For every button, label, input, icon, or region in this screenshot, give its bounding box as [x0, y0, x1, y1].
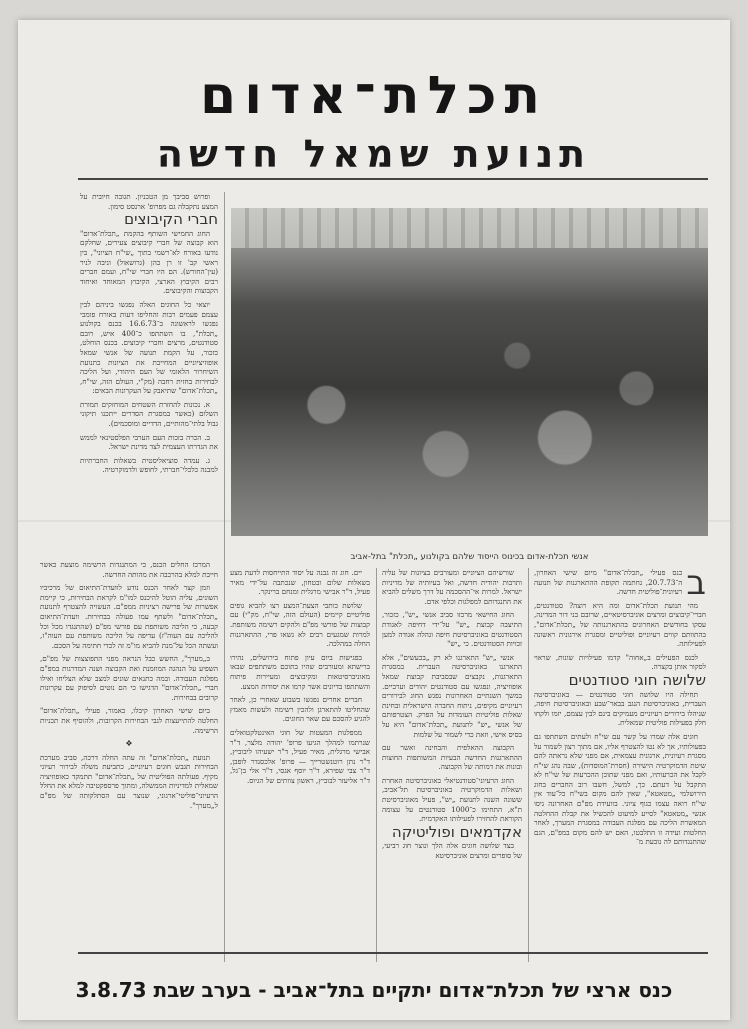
- left-paragraph: א. נכונות להחזרת השטחים המוחזקים תמורת השלום (כאשר במסגרת הסדרים ייתכנו תיקוני גבול בלתי־מהותיים, הדדיים ומוסכמים).: [80, 399, 218, 429]
- left-closing: תנועת „תכלת־אדום" זה עתה החלה דרכה, סביב מערכת הבחירות תגבש חוגים רעיוניים, כתביעת משלה לבירור רעיוני מקיף. פעולתה הפוליטית של „תכלת־אדום" תתמקד כאופוזיציה שמאלית למדיניות הממשלה, ומתוך פרספקטיבה למלא את החלל הרעיוני־פוליטי־ארגוני, שנוצר עם הסתלקותה של מפ"ם ל„מערך".: [40, 752, 218, 810]
- photo-crowd: [231, 208, 708, 536]
- right-body: תחילה היו שלושה חוגי סטודנטים — באוניברסיטה העברית, באוניברסיטת הנגב בבאר־שבע ובאוניברסיטת חיפה, שניהלו בירורים רעיוניים מעמיקים בינם לבין עצמם, יזמו ולקחו חלק בפעילות פוליטית שמאלית.: [534, 689, 706, 728]
- middle-column: [230, 568, 370, 789]
- dropcap: ב: [686, 563, 706, 603]
- middle-paragraph: שלושת כותבי הצעת־המצע רצו להביא גופים פוליטיים קיימים (העולם הזה, שי"ח, מק"י) עם קבוצות של פורשי מפ"ם ולהקים רשימה משותפת. למרות שמגעים רבים לא נשאו פרי, ההתארגנות החלה במהלכה.: [230, 600, 370, 649]
- right-paragraph: מהי תנועת תכלת־אדום ומה היא רוצה? סטודנטים, חברי־קיבוצים ומרצים אוניברסיטאיים, שרובם בני דור המדינה, עסקו בחודשים האחרונים בהתארגנותה של „תכלת־אדום", בהתוותם קווים רעיוניים ופוליטיים ומסגרת אירגונית ראשונה לפעילותה.: [534, 600, 706, 649]
- right-body: חוגים אלה שמרו על קשר עם שי"ח ולעתים השתתפו גם בפעולותיו, אך לא נטו להצטרף אליו, אם מתוך רצון לשמור על מסגרת רעיונית, ארגונית עצמאית, אם מפני שלא נראתה להם שיטת הדמוקרטיה הישירה (חסרת־המוסדות), שבה נהג שי"ח לקבל את הכרעותיו, ואם מפני שתוכן ההכרעות של שי"ח לא התקבל על דעתם. כך, למשל, חשבו רוב החברים בחוג הירושלמי „מטאטא", שאין להם מקום בשי"ח כל־עוד אין שי"ח רואה עצמו כגוף ציוני. בוועידת מפ"ם האחרונה ניסו אנשי „מטאטא" לסייע למיעוט להכשיל את קבלת ההחלטה המאשרת הליכה עם מפלגת העבודה במסגרת המערך, לאחר החלטות ועידה זו התלבטו, האם יש להם מקום במפ"ם, הגם שהתנגדותם לה נובעת מ־: [534, 731, 706, 847]
- left-paragraph: ג. עמדה סוציאליסטית בשאלות החברתיות למבנה כלכלי־חברתי, לחופש ולדמוקרטיה.: [80, 455, 218, 475]
- photo-caption: אנשי תכלת-אדום בכינוס הייסוד שלהם בקולנוע „תכלת" בתל-אביב: [350, 552, 589, 562]
- right-column: [534, 563, 706, 851]
- middle-paragraph: ממפלגות המעטות של חוגי האינטלקטואלים שנרתמו למהלך הגיעו פרופ' יהודה מלצר, ד"ר אבישי מרגלית, מאיר פעיל, ד"ר ישעיהו ליבוביץ, ד"ר נתן רוטנשטרייך — פרופ' אלכסנדר לופבן, ד"ר צבי שפירא, ד"ר יוסף אגסי, ד"ר אלי בן־גל, ד"ר אליעזר לבוביץ, ראשון צוותים של הגיוס.: [230, 727, 370, 785]
- center-paragraph: החוג הרעיוני־סטודנטיאלי באוניברסיטה האחרת ושאלות הדמוקרטיה באוניברסיטת תל־אביב, ששונה השנה לתנועת „יש", פעיל מאוניברסיטת ת"א, התחימו כ־1000 סטודנטים על עצומה הקוראת להחזירו לפעילותו האקדמית.: [382, 775, 522, 824]
- center-paragraph: הקבוצה ההאלפית והבחינה ואשר עם ההתארגנות החדשה הבעיות המשותפות החוצות ובונות את דמותה של הקבוצה.: [382, 743, 522, 772]
- left-paragraph: החוג החמישי השותף בהקמת „תכלת־אדום" הוא קבוצה של חברי קיבוצים צעירים, שחלקם נודעו באורח לא־רשמי בתוך „שי"ח הציוני", בין ראשי קב' זו רן כהן (גרושאול) וניבה לניר (עין־החורש). הם היו חברי שי"ח, ועמם חברים רבים הקיבוץ הארצי, הקיבוץ המאוחד ואיחוד הקבוצות והקיבוצים.: [80, 228, 218, 296]
- middle-paragraph: בפגישות ביום עיון פתוח בירושלים, נהירו ברישתא ומעורבים שהיו בתוכם משתתפים שבאו מאוניברסיטאות ומקיבוצים ומעיירות פיתוח והשתתפו בדיונים אשר קרמו את יסודות המצע.: [230, 652, 370, 691]
- center-paragraph: החוג החישאי מרכזו סביב אנשי „יש", כזכור, התיצבה קבוצת „יש" על־ידי דחיפה לאגודת הסטודנטים באוניברסיטת חיפה ונהלה אגודה למען זכויות הסטודנטים. כי „יש": [382, 610, 522, 649]
- left-paragraph: ב. הכרה בזכות העם הערבי הפלסטינאי לממש את הגדרתו העצמית לצד מדינת ישראל.: [80, 432, 218, 452]
- right-paragraph: לכנס הפעילים ב„אחוה" קדמו פעילויות שונות, שראוי לסקור אותן בקצרה.: [534, 652, 706, 672]
- separator-ornament: ❖: [125, 739, 133, 749]
- middle-paragraph: יים. חוג זה גבנה על יסוד התייחסות לדעת מצע בשאלות שלום ובטחון, שנכתבה על־ידי מאיר פעיל, ד"ר אבישי מרגלית ומנחם ברינקר.: [230, 568, 370, 597]
- right-intro: כנס פעילי „תכלת־אדום" מיום שישי האחרון, ה־20.7.73, נחתמה תקופת ההתארגנות של תנועה רעיונית־פוליטית חדשה.: [534, 568, 683, 597]
- left-lower-column: [40, 560, 218, 814]
- masthead-rule: [78, 178, 708, 180]
- center-closing: בצד שלושה חוגים אלה הלך ונוצר חוג רביעי, של סופרים ומרצים אוניברסיטא: [382, 841, 522, 861]
- left-intro: ופרוש סביבך מן הטכניון. תגובה חיובית על המצע נתקבלה גם מפרופ' ארנסט סימון.: [80, 192, 218, 211]
- masthead-subtitle: תנועת שמאל חדשה: [156, 132, 592, 176]
- footer-rule: [78, 952, 708, 954]
- masthead-title: תכלת־אדום: [199, 66, 549, 126]
- center-paragraph: שורשיהם הציוניים ומעורבים בציונות של עליה ותרבות יהודית חדשה, ואל בעיותיה של מדיניות ישראל. למרות אי־ההסכמה על דרך משלים להביא את התנגדותם למפלגות וכלפי אדם.: [382, 568, 522, 606]
- center-heading: אקדמאים ופוליטיקה: [391, 822, 522, 841]
- column-divider: [376, 568, 377, 962]
- middle-paragraph: חברים אחרים נפגשו בשבוע שאחרי כן, לאחר שהחליטו להתארגן ולהכין רשימה ולעשות מאמץ להגיע להסכם עם שאר החוגים.: [230, 695, 370, 724]
- assembly-photo: [231, 208, 708, 536]
- center-paragraph: אנשי „יש" התארגנו לא רק „בכעשים", אלא התארגנו באוניברסיטה העברית. במסגרת התארגנות, נקבצים שבסביבת קבוצת שמאל אופוזיציה, ונפגשו עם סטודנטים יהודים וערביים. במשך השנתיים האחרונות נפגש החוג לבירורים רעיוניים מקיפים, ניתוח החברה הישראלית ובחינת שאלות פוליטיות העומדות על הפרק. הצטרפותם של אנשי „יש" לתנועת „תכלת־אדום" היא על בסיס אישי, וזאת כדי לשמור על שלמות: [382, 652, 522, 739]
- left-heading: חברי הקיבוצים: [124, 210, 218, 229]
- center-column: [382, 568, 522, 865]
- left-paragraph: ב„מערך", החשש כבל הנראה מפני התפוצצות של מפ"ם, השפיע על הנהגה המוזמנת ואת הקבוצה ושנה המדרגות במפ"ם מפלגת העבודה. ובמה כתנאים שונים למצב שלא הצליחו ואילו חברי „תכלת־אדום" הדגישו כי הם נוטים לסיפוק עם עקרונות קרובים בבחירות.: [40, 654, 218, 702]
- column-divider: [224, 192, 225, 962]
- left-paragraph: המרכז החלים הכנס, כי המתנגדות הרשימה מוצעת כאשר חייבת למלא בהרכבה את מהותה החדשה.: [40, 560, 218, 579]
- left-paragraph: יוצאי כל החוגים האלה נפגשו ביניהם לבין עצמם פעמים רבות והחליפו דעות באורח פומבי נפגשו לראשונה ב־16.6.73 בכנס בקולנוע „תכלת", בו השתתפו כ־400 איש, רובם סטודנטים, מרצים וחברי קיבוצים. בכנס הוחלט, כזכור, על הקמת תנועה של אנשי שמאל אופוזיציוניים המחייבת את הציונות כתנועת השיחרור הלאומי של העם היהודי, ועל הליכה לבחירות בחזית רחבה (מק"י, העולם הזה, שי"ח, „תכלת־אדום" שתיאבק על העקרונות הבאים:: [80, 299, 218, 396]
- left-paragraph: ביום שישי האחרון קיבלו, כאמור, פעילי „תכלת־אדום" החלטה להתייעצות לגבי הבחירות הקרובות, ולהוסיף את תכניות הרשימה.: [40, 706, 218, 735]
- newspaper-page: [18, 20, 730, 1020]
- column-divider: [528, 568, 529, 962]
- footer-announcement: כנס ארצי של תכלת־אדום יתקיים בתל־אביב - בערב שבת 3.8.73: [75, 978, 673, 1002]
- right-heading: שלושה חוגי סטודנטים: [568, 670, 706, 689]
- left-paragraph: וזמן קצר לאחר הכנס נודע לוועדת־התיאום של מרכיביו השונים, עליה הוטל להיכנס למו"מ לקראת הבחירות, כי קיימת אפשרות של פרישה רציניות ממפ"ם. העשויה להצטרף לתנועת „תכלת־אדום" ולשתף עמו פעולה בבחירות. וועדת־התיאום קבעה, כי הליכה משותפת עם פורשי מפ"ם (שהתנגדו מכל וכל להליכה עם העוה"ז) עדיפה על הליכה משותפת עם העוה"ז, ועשתה הכל על־מנת להביא מו"מ זה לכדי חתימה על הסכם.: [40, 583, 218, 650]
- left-column: [80, 192, 218, 479]
